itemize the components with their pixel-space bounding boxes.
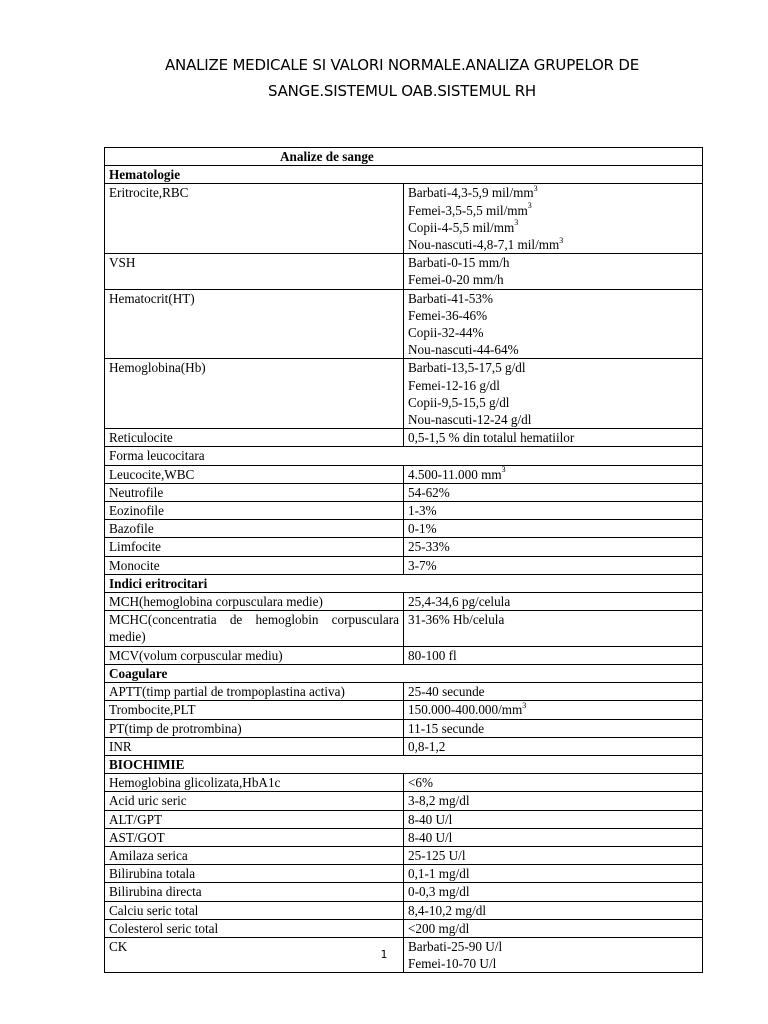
value-line [408,290,698,307]
value-line [408,829,698,846]
table-row [105,289,703,359]
normal-values [404,520,703,538]
normal-values [404,919,703,937]
table-row [105,483,703,501]
value-text: 25-33% [408,539,450,555]
table-row [105,865,703,883]
analysis-name: Neutrofile [105,483,404,501]
analysis-name: Trombocite,PLT [105,701,404,719]
table-row [105,254,703,289]
value-text: <200 mg/dl [408,920,470,936]
value-line [408,341,698,358]
value-line [408,902,698,919]
value-text: 0,8-1,2 [408,738,446,754]
analysis-name: Colesterol seric total [105,919,404,937]
analysis-name: PT(timp de protrombina) [105,719,404,737]
value-line [408,359,698,376]
value-line [408,847,698,864]
table-row [105,828,703,846]
value-text: Femei-0-20 mm/h [408,272,504,288]
value-text: Femei-12-16 g/dl [408,377,500,393]
table-row [105,719,703,737]
value-line [408,557,698,574]
value-line [408,538,698,555]
section-title: BIOCHIMIE [105,755,703,773]
analysis-name: Hemoglobina glicolizata,HbA1c [105,774,404,792]
normal-values [404,701,703,719]
value-text: Femei-10-70 U/l [408,956,497,972]
analysis-name: INR [105,737,404,755]
value-text: 8,4-10,2 mg/dl [408,902,487,918]
value-text: Barbati-13,5-17,5 g/dl [408,360,526,376]
section-title: Coagulare [105,664,703,682]
value-line [408,593,698,610]
unit-exponent: 3 [501,465,506,475]
table-row [105,611,703,646]
analysis-name: Bilirubina totala [105,865,404,883]
subsection-title: Forma leucocitara [105,447,703,465]
unit-exponent: 3 [533,184,538,194]
table-row [105,701,703,719]
section-title: Hematologie [105,166,703,184]
normal-values [404,593,703,611]
value-line [408,738,698,755]
value-line [408,520,698,537]
analysis-name: Bazofile [105,520,404,538]
table-row [105,184,703,254]
value-text: <6% [408,775,434,791]
value-line [408,202,698,219]
normal-values [404,359,703,429]
analysis-name: Monocite [105,556,404,574]
value-text: Nou-nascuti-4,8-7,1 mil/mm [408,237,560,253]
analysis-name: Bilirubina directa [105,883,404,901]
normal-values [404,846,703,864]
value-line [408,219,698,236]
value-text: 0,5-1,5 % din totalul hematiilor [408,430,575,446]
section-row [105,755,703,773]
normal-values [404,556,703,574]
value-text: 8-40 U/l [408,829,453,845]
analysis-name: MCV(volum corpuscular mediu) [105,646,404,664]
unit-exponent: 3 [559,235,564,245]
table-row [105,737,703,755]
analysis-name: AST/GOT [105,828,404,846]
table-header-row [105,148,703,166]
value-text: 11-15 secunde [408,720,485,736]
value-text: 8-40 U/l [408,811,453,827]
value-line [408,377,698,394]
analysis-name: CK [105,937,404,972]
normal-values [404,774,703,792]
value-line [408,411,698,428]
normal-values [404,883,703,901]
value-line [408,611,698,628]
normal-values [404,646,703,664]
value-line [408,484,698,501]
value-text: 1-3% [408,503,437,519]
value-text: 54-62% [408,484,450,500]
normal-values [404,483,703,501]
value-line [408,502,698,519]
value-text: 0-1% [408,521,437,537]
value-text: 3-7% [408,557,437,573]
document-title [100,52,704,104]
value-line [408,883,698,900]
title-line-2: SANGE.SISTEMUL OAB.SISTEMUL RH [267,82,537,100]
analysis-name: MCH(hemoglobina corpusculara medie) [105,593,404,611]
analysis-name: Acid uric seric [105,792,404,810]
unit-exponent: 3 [527,201,532,211]
table-body [105,148,703,973]
value-line [408,394,698,411]
value-line [408,920,698,937]
section-row [105,574,703,592]
unit-exponent: 3 [522,700,527,710]
section-row [105,664,703,682]
normal-values [404,254,703,289]
normal-values [404,901,703,919]
value-line [408,865,698,882]
value-text: 25-40 secunde [408,684,485,700]
value-line [408,811,698,828]
normal-values [404,865,703,883]
table-row [105,538,703,556]
subsection-row [105,447,703,465]
normal-values [404,184,703,254]
value-text: Femei-36-46% [408,307,488,323]
normal-values [404,683,703,701]
value-text: 31-36% Hb/celula [408,612,505,628]
analysis-name: Eritrocite,RBC [105,184,404,254]
section-title: Indici eritrocitari [105,574,703,592]
table-row [105,502,703,520]
table-row [105,792,703,810]
normal-values [404,429,703,447]
analysis-name: MCHC(concentratia de hemoglobin corpusculara medie) [105,611,404,646]
table-header: Analize de sange [105,148,703,166]
value-line [408,720,698,737]
value-text: 25-125 U/l [408,847,466,863]
normal-values [404,465,703,483]
analysis-name: Reticulocite [105,429,404,447]
normal-values [404,737,703,755]
value-text: Barbati-25-90 U/l [408,938,503,954]
value-text: 0-0,3 mg/dl [408,884,470,900]
analysis-name: VSH [105,254,404,289]
value-text: Nou-nascuti-44-64% [408,342,519,358]
table-row [105,919,703,937]
normal-values [404,538,703,556]
value-text: Barbati-41-53% [408,290,493,306]
table-row [105,429,703,447]
analysis-name: Eozinofile [105,502,404,520]
table-row [105,901,703,919]
normal-values [404,502,703,520]
unit-exponent: 3 [514,218,519,228]
value-text: 0,1-1 mg/dl [408,866,470,882]
value-text: Nou-nascuti-12-24 g/dl [408,412,532,428]
analysis-name: Limfocite [105,538,404,556]
value-text: Copii-32-44% [408,325,484,341]
normal-values [404,828,703,846]
analysis-name: Leucocite,WBC [105,465,404,483]
table-row [105,593,703,611]
value-line [408,429,698,446]
value-line [408,647,698,664]
normal-values [404,289,703,359]
value-line [408,254,698,271]
value-line [408,236,698,253]
analysis-name: APTT(timp partial de trompoplastina activa) [105,683,404,701]
value-text: Copii-4-5,5 mil/mm [408,219,515,235]
value-text: 4.500-11.000 mm [408,466,502,482]
blood-analysis-table [104,147,703,973]
title-line-1: ANALIZE MEDICALE SI VALORI NORMALE.ANALIZA GRUPELOR DE [165,56,639,74]
value-text: Copii-9,5-15,5 g/dl [408,394,510,410]
table-row [105,810,703,828]
analysis-name: Hemoglobina(Hb) [105,359,404,429]
value-line [408,271,698,288]
value-line [408,774,698,791]
value-text: Barbati-0-15 mm/h [408,255,510,271]
normal-values [404,719,703,737]
normal-values [404,810,703,828]
value-text: 150.000-400.000/mm [408,702,523,718]
analysis-name: ALT/GPT [105,810,404,828]
table-row [105,465,703,483]
value-line [408,324,698,341]
value-line [408,701,698,718]
value-text: 25,4-34,6 pg/celula [408,594,511,610]
normal-values [404,792,703,810]
table-row [105,883,703,901]
analysis-name: Calciu seric total [105,901,404,919]
value-line [408,307,698,324]
normal-values [404,611,703,646]
table-row [105,520,703,538]
table-row [105,846,703,864]
value-text: Femei-3,5-5,5 mil/mm [408,202,528,218]
value-line [408,466,698,483]
value-line [408,683,698,700]
table-row [105,359,703,429]
table-row [105,556,703,574]
value-text: 3-8,2 mg/dl [408,793,470,809]
table-row [105,683,703,701]
table-row [105,646,703,664]
table-row [105,774,703,792]
value-text: Barbati-4,3-5,9 mil/mm [408,185,534,201]
value-line [408,792,698,809]
analysis-name: Hematocrit(HT) [105,289,404,359]
value-text: 80-100 fl [408,647,457,663]
value-line [408,184,698,201]
analysis-name: Amilaza serica [105,846,404,864]
section-row [105,166,703,184]
page-number: 1 [380,948,388,961]
